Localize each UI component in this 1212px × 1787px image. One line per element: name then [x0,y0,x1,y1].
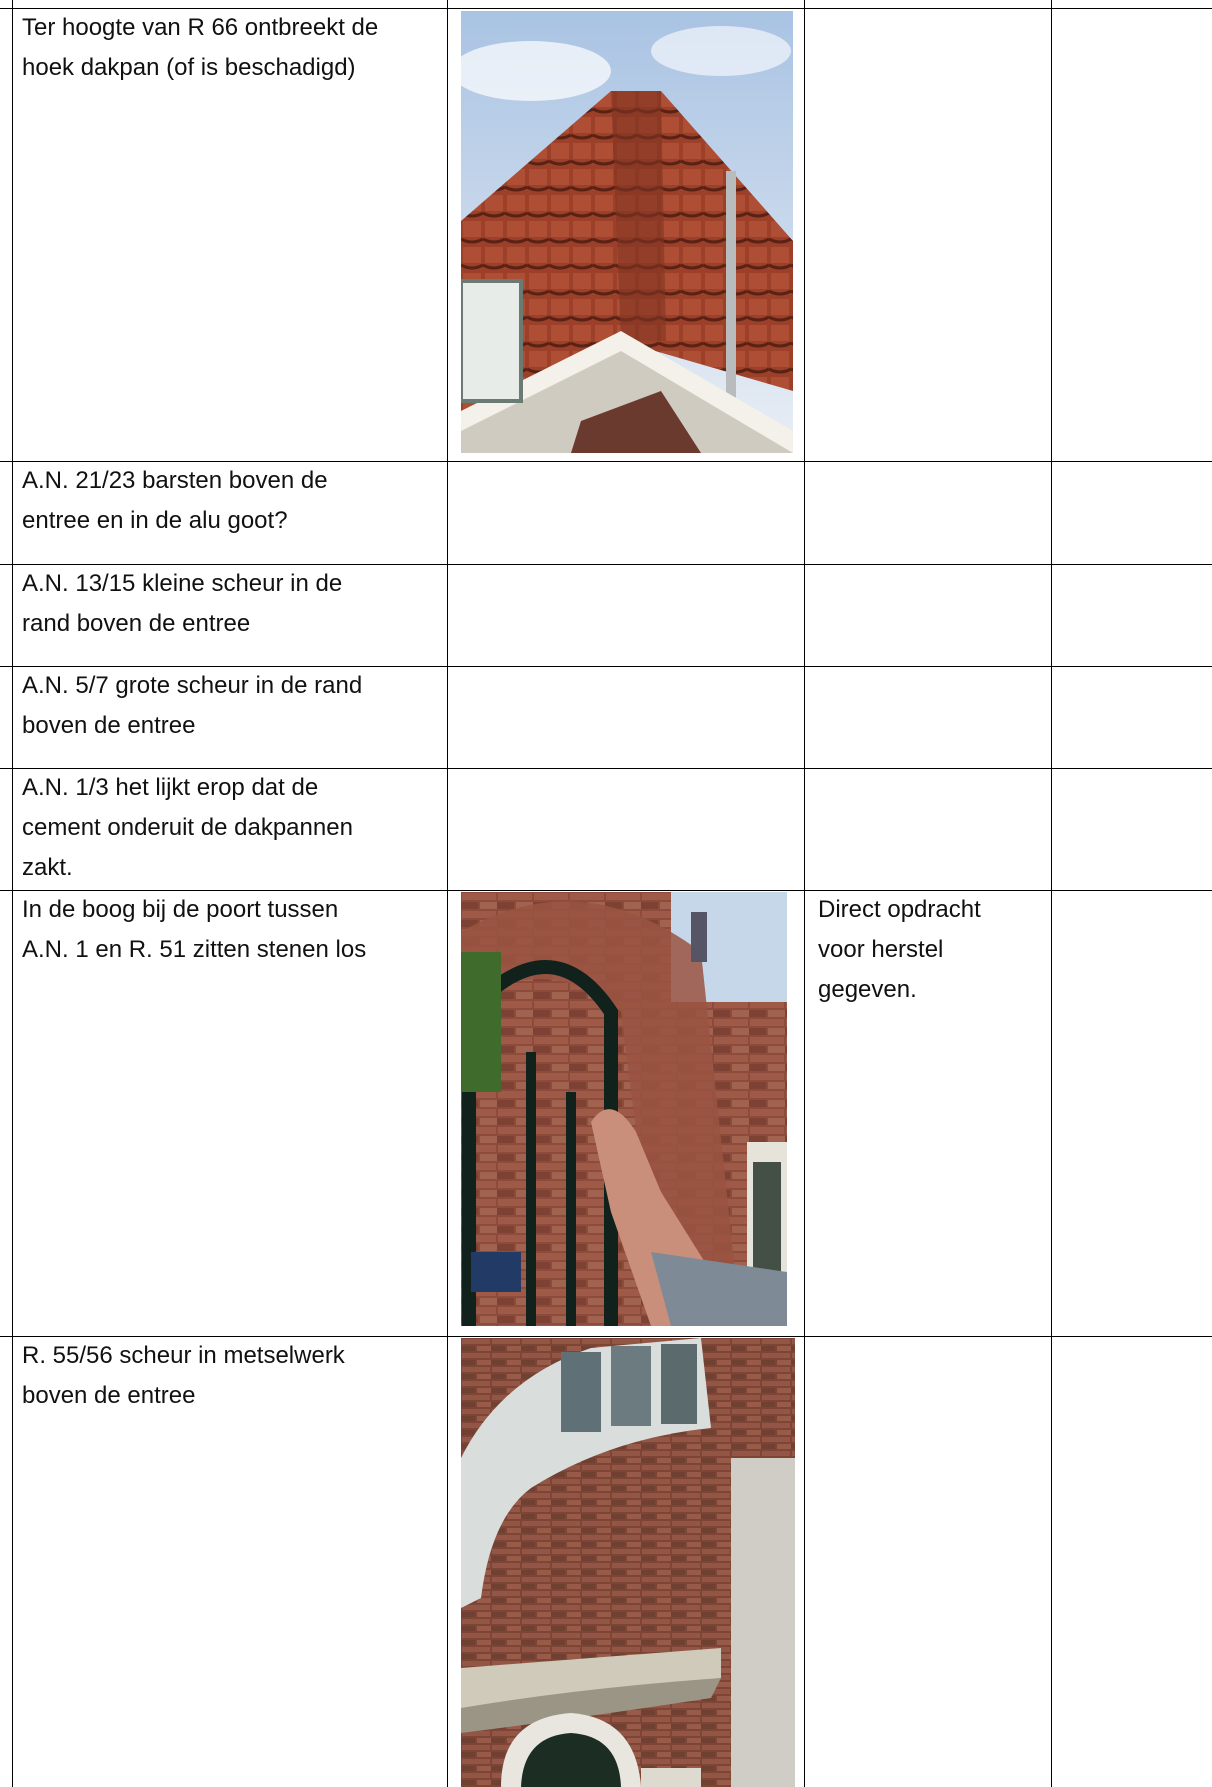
row-description: In de boog bij de poort tussen A.N. 1 en R. 51 zitten stenen los [22,896,367,963]
table-border [804,0,805,1787]
brick-arch-gate-photo [461,892,787,1326]
table-border [1051,0,1052,1787]
table-border [447,0,448,1787]
row-description: R. 55/56 scheur in metselwerk boven de entree [22,1342,345,1409]
row-description: Ter hoogte van R 66 ontbreekt de hoek dakpan (of is beschadigd) [22,14,379,81]
row-remark: Direct opdracht voor herstel gegeven. [818,896,981,1003]
row-description: A.N. 13/15 kleine scheur in de rand boven de entree [22,570,343,637]
row-description: A.N. 5/7 grote scheur in de rand boven de entree [22,672,363,739]
row-description: A.N. 1/3 het lijkt erop dat de cement onderuit de dakpannen zakt. [22,774,353,881]
roof-corner-tiles-photo [461,11,793,453]
table-border [12,0,13,1787]
row-description: A.N. 21/23 barsten boven de entree en in de alu goot? [22,467,328,534]
brick-facade-entrance-photo [461,1338,795,1787]
